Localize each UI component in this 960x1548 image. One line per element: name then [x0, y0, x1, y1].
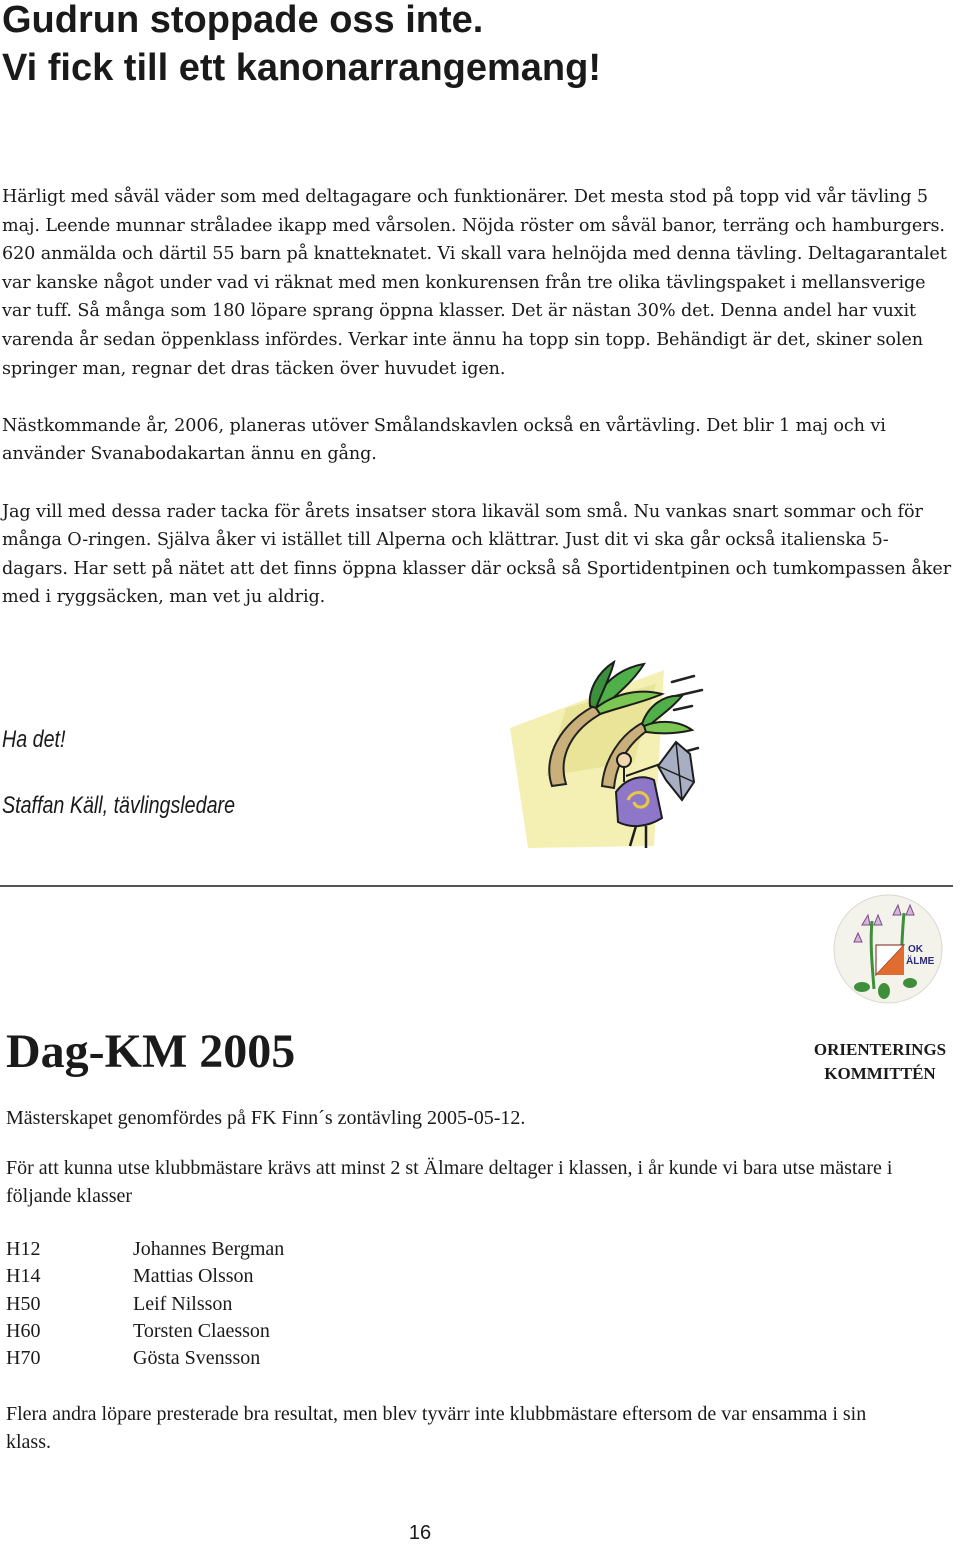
- committee-line-2: KOMMITTÉN: [824, 1064, 936, 1083]
- headline-line-1: Gudrun stoppade oss inte.: [2, 0, 484, 41]
- logo-text-alme: ÄLME: [906, 956, 935, 967]
- table-row: [6, 1263, 284, 1290]
- logo-text-ok: OK: [908, 944, 923, 955]
- article-paragraph: Jag vill med dessa rader tacka för årets insatser stora likaväl som små. Nu vankas snart sommar och för många O-ringen. Själva åker vi istället till Alperna och klättrar. Just dit vi ska går också italienska 5-dagars. Har sett på nätet att det finns öppna klasser där också så Sportidentpinen och tumkompassen åker med i ryggsäcken, man vet ju aldrig.: [2, 501, 952, 608]
- headline-line-2: Vi fick till ett kanonarrangemang!: [2, 47, 602, 89]
- page-number: 16: [408, 1522, 432, 1544]
- greeting: Ha det!: [2, 726, 66, 753]
- class-cell: H60: [6, 1320, 41, 1343]
- committee-label: [796, 1038, 960, 1086]
- page-headline: [2, 0, 601, 92]
- km-closing: Flera andra löpare presterade bra resultat, men blev tyvärr inte klubbmästare eftersom de var ensamma i sin klass.: [6, 1403, 867, 1453]
- article-body: [2, 183, 952, 641]
- km-intro-block: [6, 1104, 906, 1210]
- table-row: [6, 1236, 284, 1263]
- winner-cell: Torsten Claesson: [133, 1320, 270, 1343]
- winner-cell: Gösta Svensson: [133, 1347, 261, 1370]
- winner-cell: Johannes Bergman: [133, 1238, 285, 1261]
- class-cell: H12: [6, 1238, 41, 1261]
- class-cell: H50: [6, 1292, 41, 1315]
- committee-line-1: ORIENTERINGS: [813, 1040, 947, 1059]
- table-row: [6, 1318, 284, 1345]
- km-intro: Mästerskapet genomfördes på FK Finn´s zontävling 2005-05-12.: [6, 1107, 526, 1129]
- ok-alme-logo: [832, 893, 944, 1005]
- class-cell: H70: [6, 1347, 41, 1370]
- table-row: [6, 1291, 284, 1318]
- section-divider: [0, 885, 953, 887]
- winner-cell: Leif Nilsson: [133, 1292, 233, 1315]
- results-table: [6, 1236, 284, 1372]
- signature: Staffan Käll, tävlingsledare: [2, 792, 236, 819]
- km-title: Dag-KM 2005: [6, 1025, 296, 1078]
- km-closing-block: [6, 1400, 906, 1456]
- km-requirement: För att kunna utse klubbmästare krävs att minst 2 st Älmare deltager i klassen, i år kunde vi bara utse mästare i följande klasser: [6, 1157, 893, 1207]
- table-row: [6, 1345, 284, 1372]
- winner-cell: Mattias Olsson: [133, 1265, 254, 1288]
- windy-palm-trees-clipart: [506, 650, 708, 862]
- class-cell: H14: [6, 1265, 41, 1288]
- article-paragraph: Nästkommande år, 2006, planeras utöver Smålandskavlen också en vårtävling. Det blir 1 maj och vi använder Svanabodakartan ännu en gång.: [2, 415, 886, 465]
- article-paragraph: Härligt med såväl väder som med deltagagare och funktionärer. Det mesta stod på topp vid vår tävling 5 maj. Leende munnar stråladee ikapp med vårsolen. Nöjda röster om såväl banor, terräng och hamburgers. 620 anmälda och därtil 55 barn på knatteknatet. Vi skall vara helnöjda med denna tävling. Deltagarantalet var kanske något under vad vi räknat med men konkurensen från tre olika tävlingspaket i mellansverige var tuff. Så många som 180 löpare sprang öppna klasser. Det är nästan 30% det. Denna andel har vuxit varenda år sedan öppenklass infördes. Verkar inte ännu ha topp sin topp. Behändigt är det, skiner solen springer man, regnar det dras täcken över huvudet igen.: [2, 187, 947, 379]
